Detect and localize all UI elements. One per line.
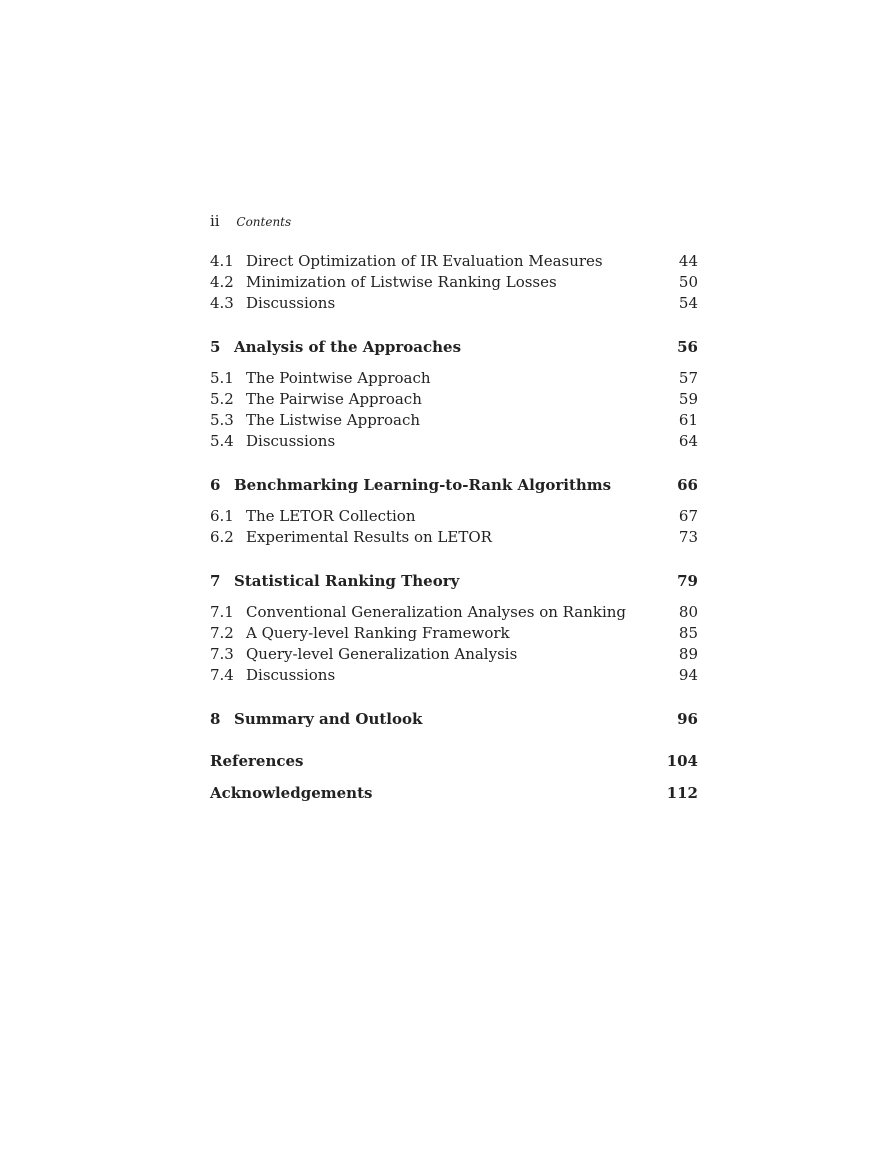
section-page: 80 bbox=[678, 603, 698, 621]
section-number: 4.1 bbox=[210, 252, 234, 270]
section-page: 89 bbox=[678, 645, 698, 663]
chapter-number: 7 bbox=[210, 572, 221, 590]
toc-section-row[interactable] bbox=[210, 506, 698, 527]
section-number: 5.4 bbox=[210, 432, 234, 450]
toc-section-row[interactable] bbox=[210, 431, 698, 452]
section-page: 64 bbox=[678, 432, 698, 450]
toc-chapter-row[interactable] bbox=[210, 570, 698, 592]
section-page: 54 bbox=[678, 294, 698, 312]
chapter-page: 79 bbox=[677, 572, 698, 590]
section-number: 5.3 bbox=[210, 411, 234, 429]
chapter-title: Statistical Ranking Theory bbox=[234, 572, 460, 590]
section-title: Discussions bbox=[246, 666, 336, 684]
section-title: The Pairwise Approach bbox=[246, 390, 422, 408]
chapter-page: 66 bbox=[677, 476, 698, 494]
section-title: Discussions bbox=[246, 432, 336, 450]
toc-section-row[interactable] bbox=[210, 368, 698, 389]
chapter-number: 8 bbox=[210, 710, 221, 728]
section-number: 6.2 bbox=[210, 528, 234, 546]
page-header bbox=[210, 212, 291, 230]
section-number: 7.4 bbox=[210, 666, 234, 684]
section-title: Experimental Results on LETOR bbox=[246, 528, 492, 546]
section-page: 61 bbox=[678, 411, 698, 429]
section-page: 73 bbox=[678, 528, 698, 546]
section-number: 7.2 bbox=[210, 624, 234, 642]
section-title: Discussions bbox=[246, 294, 336, 312]
section-number: 5.2 bbox=[210, 390, 234, 408]
chapter-title: Summary and Outlook bbox=[234, 710, 423, 728]
toc-section-row[interactable] bbox=[210, 665, 698, 686]
page-folio: ii bbox=[210, 212, 220, 230]
toc-chapter-row[interactable] bbox=[210, 336, 698, 358]
section-title: Conventional Generalization Analyses on Ranking bbox=[246, 603, 627, 621]
chapter-title: Analysis of the Approaches bbox=[234, 338, 462, 356]
section-number: 4.3 bbox=[210, 294, 234, 312]
toc-chapter-row[interactable] bbox=[210, 708, 698, 730]
running-title: Contents bbox=[236, 215, 292, 229]
section-title: Query-level Generalization Analysis bbox=[246, 645, 518, 663]
section-page: 57 bbox=[678, 369, 698, 387]
section-number: 7.1 bbox=[210, 603, 234, 621]
toc-section-row[interactable] bbox=[210, 623, 698, 644]
section-number: 6.1 bbox=[210, 507, 234, 525]
toc-section-row[interactable] bbox=[210, 602, 698, 623]
section-title: Direct Optimization of IR Evaluation Measures bbox=[246, 252, 603, 270]
back-matter-title: References bbox=[210, 752, 304, 770]
section-page: 59 bbox=[678, 390, 698, 408]
toc-section-row[interactable] bbox=[210, 389, 698, 410]
chapter-page: 96 bbox=[677, 710, 698, 728]
chapter-page: 56 bbox=[677, 338, 698, 356]
toc-section-row[interactable] bbox=[210, 251, 698, 272]
chapter-title: Benchmarking Learning-to-Rank Algorithms bbox=[234, 476, 612, 494]
section-number: 4.2 bbox=[210, 273, 234, 291]
chapter-number: 5 bbox=[210, 338, 221, 356]
section-number: 5.1 bbox=[210, 369, 234, 387]
section-page: 85 bbox=[678, 624, 698, 642]
section-page: 44 bbox=[678, 252, 698, 270]
section-page: 94 bbox=[678, 666, 698, 684]
section-page: 50 bbox=[678, 273, 698, 291]
toc-references-row[interactable] bbox=[210, 750, 698, 772]
section-page: 67 bbox=[678, 507, 698, 525]
back-matter-title: Acknowledgements bbox=[210, 784, 373, 802]
chapter-number: 6 bbox=[210, 476, 221, 494]
toc-chapter-row[interactable] bbox=[210, 474, 698, 496]
section-title: Minimization of Listwise Ranking Losses bbox=[246, 273, 557, 291]
section-title: A Query-level Ranking Framework bbox=[246, 624, 510, 642]
back-matter-page: 112 bbox=[666, 784, 698, 802]
toc-section-row[interactable] bbox=[210, 293, 698, 314]
toc-section-row[interactable] bbox=[210, 644, 698, 665]
section-title: The Pointwise Approach bbox=[246, 369, 431, 387]
toc-section-row[interactable] bbox=[210, 410, 698, 431]
section-number: 7.3 bbox=[210, 645, 234, 663]
section-title: The LETOR Collection bbox=[246, 507, 416, 525]
toc-section-row[interactable] bbox=[210, 272, 698, 293]
back-matter-page: 104 bbox=[666, 752, 698, 770]
toc-section-row[interactable] bbox=[210, 527, 698, 548]
toc-acknowledgements-row[interactable] bbox=[210, 782, 698, 804]
table-of-contents bbox=[210, 251, 698, 804]
section-title: The Listwise Approach bbox=[246, 411, 421, 429]
